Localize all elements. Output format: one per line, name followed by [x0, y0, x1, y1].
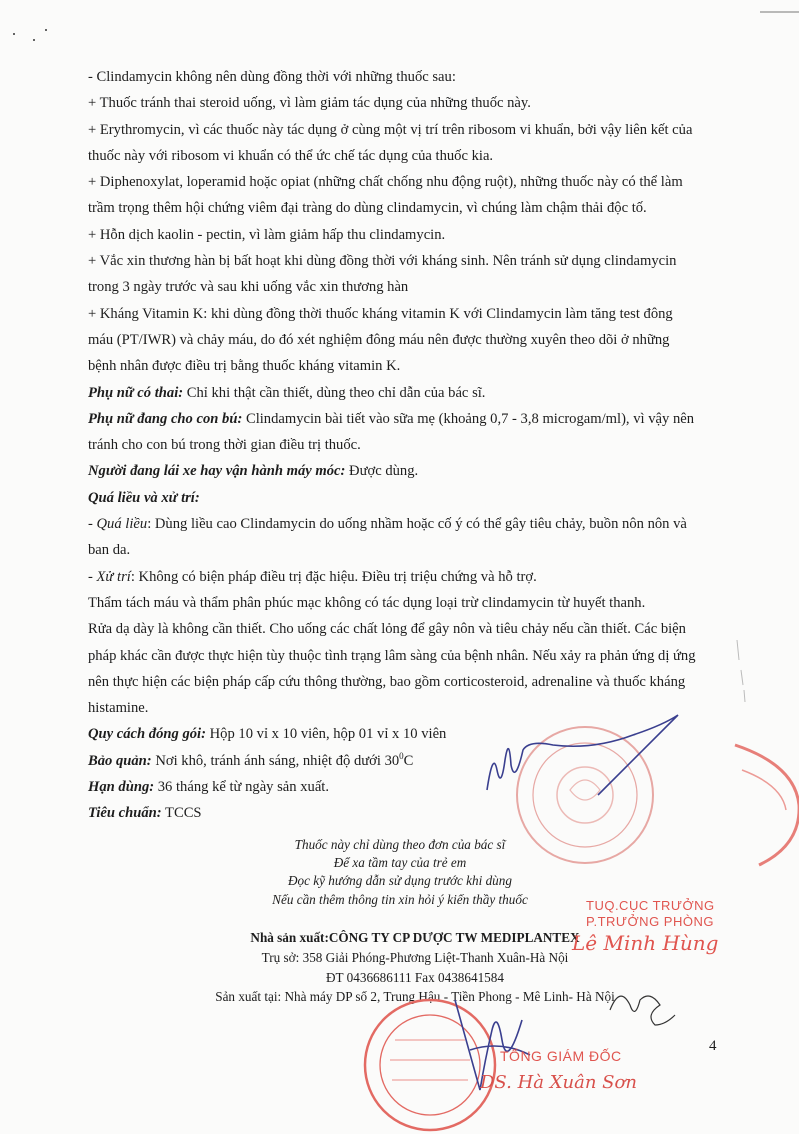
section-label: Quy cách đóng gói: — [88, 726, 206, 743]
ministry-signer-name: Lê Minh Hùng — [572, 931, 719, 955]
section-label: Hạn dùng: — [88, 779, 155, 796]
notice-line: Để xa tầm tay của trẻ em — [333, 855, 467, 871]
section-label: Phụ nữ đang cho con bú: — [88, 410, 243, 427]
manufacturer-phone: ĐT 0436686111 Fax 0438641584 — [326, 969, 504, 985]
line-text: máu (PT/IWR) và chảy máu, do đó xét nghiệm đông máu nên được thường xuyên theo dõi ở những — [88, 331, 670, 348]
company-stamp-title: TỔNG GIÁM ĐỐC — [500, 1048, 622, 1064]
line-text: Nơi khô, tránh ánh sáng, nhiệt độ dưới 30 — [151, 752, 400, 769]
section-label: Phụ nữ có thai: — [88, 384, 184, 401]
line-text: : Dùng liều cao Clindamycin do uống nhầm hoặc cố ý có thể gây tiêu chảy, buồn nôn nôn và — [147, 516, 687, 533]
line-text: + Kháng Vitamin K: khi dùng đồng thời thuốc kháng vitamin K với Clindamycin làm tăng test đông — [88, 305, 673, 322]
line-text: + Thuốc tránh thai steroid uống, vì làm giảm tác dụng của những thuốc này. — [88, 95, 531, 112]
line-prefix: - — [88, 568, 97, 585]
line-text: pháp khác cần được thực hiện tùy thuộc tình trạng lâm sàng của bệnh nhân. Nếu xảy ra phản ứng dị ứng — [88, 647, 696, 664]
notice-line: Thuốc này chỉ dùng theo đơn của bác sĩ — [294, 837, 506, 852]
notice-line: Đọc kỹ hướng dẫn sử dụng trước khi dùng — [288, 873, 512, 889]
page-number: 4 — [709, 1038, 717, 1054]
company-signer-name: DS. Hà Xuân Sơn — [480, 1072, 637, 1093]
ministry-seal — [517, 727, 653, 863]
section-label: Quá liều và xử trí: — [88, 489, 200, 506]
section-label: Người đang lái xe hay vận hành máy móc: — [88, 463, 346, 480]
ministry-title-1: TUQ.CỤC TRƯỞNG — [586, 898, 715, 913]
line-text: + Hỗn dịch kaolin - pectin, vì làm giảm hấp thu clindamycin. — [88, 226, 446, 243]
section-label: Bảo quản: — [88, 752, 152, 769]
manufacturer-address: Trụ sở: 358 Giải Phóng-Phương Liệt-Thanh Xuân-Hà Nội — [261, 949, 569, 965]
line-text: 36 tháng kể từ ngày sản xuất. — [154, 779, 329, 796]
line-prefix: - — [88, 516, 97, 533]
line-text: thuốc này với ribosom vi khuẩn có thể ức chế tác dụng của thuốc kia. — [88, 147, 494, 164]
ministry-title-2: P.TRƯỞNG PHÒNG — [586, 914, 714, 929]
line-text: - Clindamycin không nên dùng đồng thời với những thuốc sau: — [88, 69, 456, 85]
italic-term: Xử trí — [96, 568, 131, 585]
company-seal — [365, 1000, 495, 1130]
line-text: trong 3 ngày trước và sau khi uống vắc xin thương hàn — [88, 279, 409, 296]
line-text: Rửa dạ dày là không cần thiết. Cho uống các chất lỏng để gây nôn và tiêu chảy nếu cần thiết. Các biện — [88, 621, 686, 638]
line-text: TCCS — [161, 805, 202, 822]
line-text: Thẩm tách máu và thẩm phân phúc mạc không có tác dụng loại trừ clindamycin từ huyết thanh. — [88, 594, 646, 611]
manufacturer-factory: Sản xuất tại: Nhà máy DP số 2, Trung Hậu - Tiền Phong - Mê Linh- Hà Nội — [215, 989, 615, 1005]
line-text: Chỉ khi thật cần thiết, dùng theo chỉ dẫn của bác sĩ. — [183, 384, 486, 401]
initials-signature — [610, 996, 675, 1025]
line-text: + Diphenoxylat, loperamid hoặc opiat (những chất chống nhu động ruột), những thuốc này có thể làm — [88, 174, 683, 191]
line-text: bệnh nhân được điều trị bằng thuốc kháng vitamin K. — [88, 358, 401, 375]
line-text: : Không có biện pháp điều trị đặc hiệu. Điều trị triệu chứng và hỗ trợ. — [130, 568, 537, 585]
line-text: tránh cho con bú trong thời gian điều trị thuốc. — [88, 437, 361, 454]
line-text: ban da. — [88, 542, 131, 559]
line-text: histamine. — [88, 700, 149, 717]
manufacturer-name: CÔNG TY CP DƯỢC TW MEDIPLANTEX — [328, 930, 580, 945]
line-text: + Erythromycin, vì các thuốc này tác dụng ở cùng một vị trí trên ribosom vi khuẩn, bởi vậy liên kết của — [88, 121, 693, 138]
line-text: Clindamycin bài tiết vào sữa mẹ (khoảng 0,7 - 3,8 microgam/ml), vì vậy nên — [242, 410, 695, 427]
degree-superscript: 0 — [399, 750, 404, 761]
line-text: Hộp 10 vỉ x 10 viên, hộp 01 vỉ x 10 viên — [205, 726, 447, 743]
notice-line: Nếu cần thêm thông tin xin hỏi ý kiến thầy thuốc — [272, 891, 528, 907]
manufacturer-label: Nhà sản xuất: — [250, 930, 329, 945]
line-text: + Vắc xin thương hàn bị bất hoạt khi dùng đồng thời với kháng sinh. Nên tránh sử dụng clindamycin — [88, 253, 677, 270]
italic-term: Quá liều — [96, 516, 148, 533]
line-suffix: C — [403, 752, 414, 769]
partial-seal-right — [735, 745, 799, 865]
section-label: Tiêu chuẩn: — [88, 805, 162, 822]
line-text: nên thực hiện các biện pháp cấp cứu thông thường, bao gồm corticosteroid, adrenaline và thuốc kháng — [88, 673, 686, 690]
line-text: trầm trọng thêm hội chứng viêm đại tràng do dùng clindamycin, vì chúng làm chậm thải độc tố. — [88, 200, 647, 217]
line-text: Được dùng. — [345, 463, 419, 480]
